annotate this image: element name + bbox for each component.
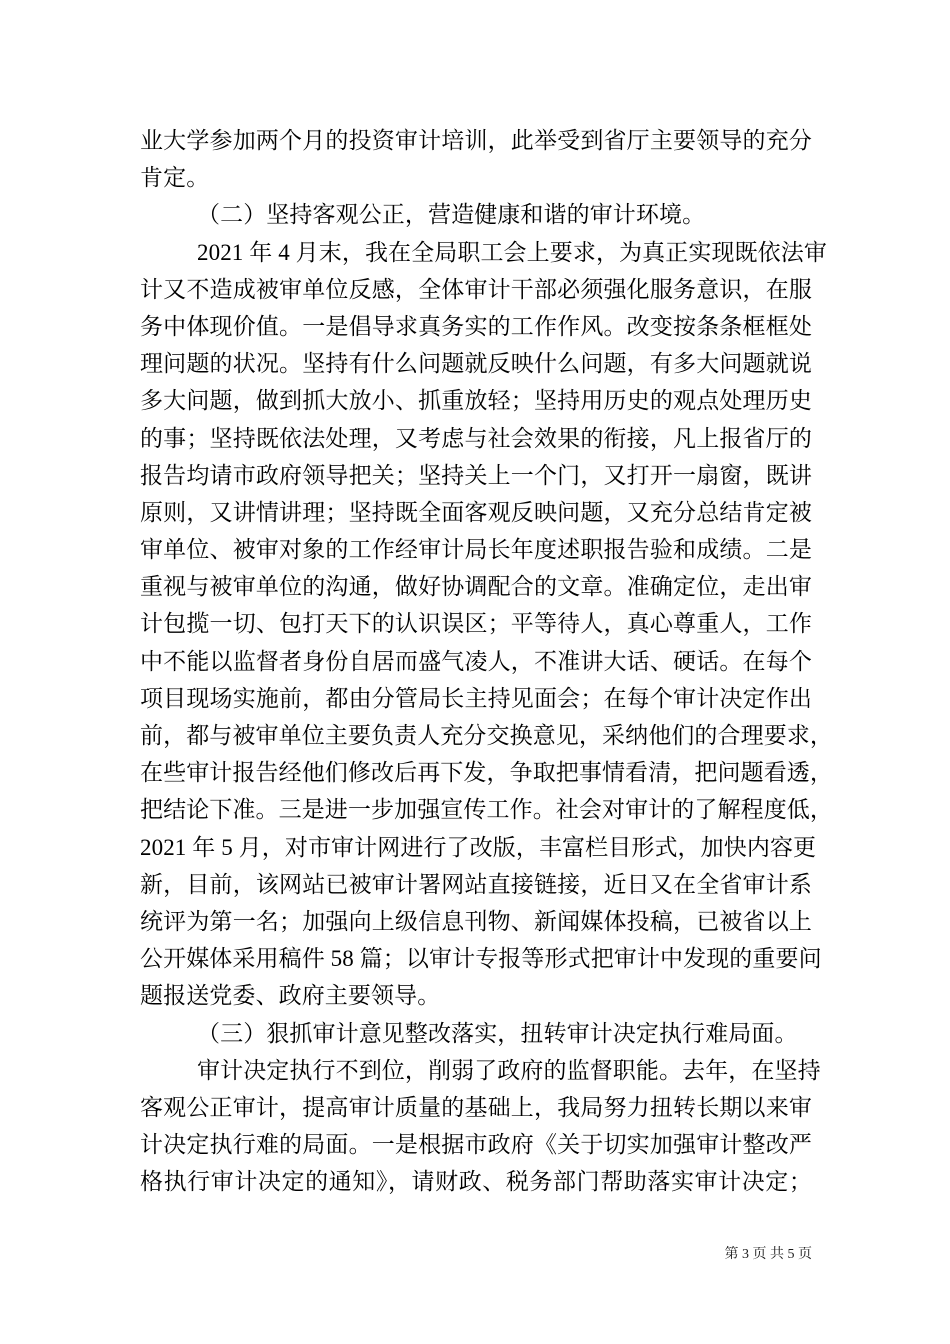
document-line: 的事；坚持既依法处理，又考虑与社会效果的衔接，凡上报省厅的 <box>140 425 812 451</box>
document-line: 肯定。 <box>140 165 210 191</box>
document-line: 项目现场实施前，都由分管局长主持见面会；在每个审计决定作出 <box>140 685 812 711</box>
document-line: 业大学参加两个月的投资审计培训，此举受到省厅主要领导的充分 <box>140 128 812 153</box>
document-line: 2021 年 5 月，对市审计网进行了改版，丰富栏目形式，加快内容更 <box>140 834 817 860</box>
document-line: 重视与被审单位的沟通，做好协调配合的文章。准确定位，走出审 <box>140 574 812 600</box>
document-line: 在些审计报告经他们修改后再下发，争取把事情看清，把问题看透， <box>140 760 833 786</box>
document-line: 题报送党委、政府主要领导。 <box>140 983 441 1009</box>
document-line: 报告均请市政府领导把关；坚持关上一个门，又打开一扇窗，既讲 <box>140 462 812 488</box>
page-number-footer: 第 3 页 共 5 页 <box>724 1247 812 1262</box>
document-line: 务中体现价值。一是倡导求真务实的工作作风。改变按条条框框处 <box>140 313 812 339</box>
document-line: 理问题的状况。坚持有什么问题就反映什么问题，有多大问题就说 <box>140 351 812 377</box>
document-line: 新，目前，该网站已被审计署网站直接链接，近日又在全省审计系 <box>140 871 812 897</box>
document-line: 中不能以监督者身份自居而盛气凌人，不准讲大话、硬话。在每个 <box>140 648 812 674</box>
document-line: 公开媒体采用稿件 58 篇；以审计专报等形式把审计中发现的重要问 <box>140 946 822 972</box>
document-line: 格执行审计决定的通知》，请财政、税务部门帮助落实审计决定； <box>140 1169 812 1195</box>
document-line: 多大问题，做到抓大放小、抓重放轻；坚持用历史的观点处理历史 <box>140 388 812 414</box>
document-line: 统评为第一名；加强向上级信息刊物、新闻媒体投稿，已被省以上 <box>140 908 812 934</box>
document-line: 客观公正审计，提高审计质量的基础上，我局努力扭转长期以来审 <box>140 1094 812 1120</box>
document-line: 2021 年 4 月末，我在全局职工会上要求，为真正实现既依法审 <box>197 239 827 265</box>
document-line: 计包揽一切、包打天下的认识误区；平等待人，真心尊重人，工作 <box>140 611 812 637</box>
document-body <box>140 122 833 1200</box>
document-line: 前，都与被审单位主要负责人充分交换意见，采纳他们的合理要求， <box>140 723 833 748</box>
document-line: 计决定执行难的局面。一是根据市政府《关于切实加强审计整改严 <box>140 1132 812 1158</box>
document-line: （二）坚持客观公正，营造健康和谐的审计环境。 <box>197 202 706 228</box>
document-line: 原则，又讲情讲理；坚持既全面客观反映问题，又充分总结肯定被 <box>140 499 812 525</box>
document-line: （三）狠抓审计意见整改落实，扭转审计决定执行难局面。 <box>197 1020 798 1046</box>
document-line: 审计决定执行不到位，削弱了政府的监督职能。去年，在坚持 <box>197 1057 821 1083</box>
document-line: 审单位、被审对象的工作经审计局长年度述职报告验和成绩。二是 <box>140 537 812 563</box>
document-line: 把结论下准。三是进一步加强宣传工作。社会对审计的了解程度低， <box>140 797 833 823</box>
document-line: 计又不造成被审单位反感，全体审计干部必须强化服务意识，在服 <box>140 276 812 302</box>
